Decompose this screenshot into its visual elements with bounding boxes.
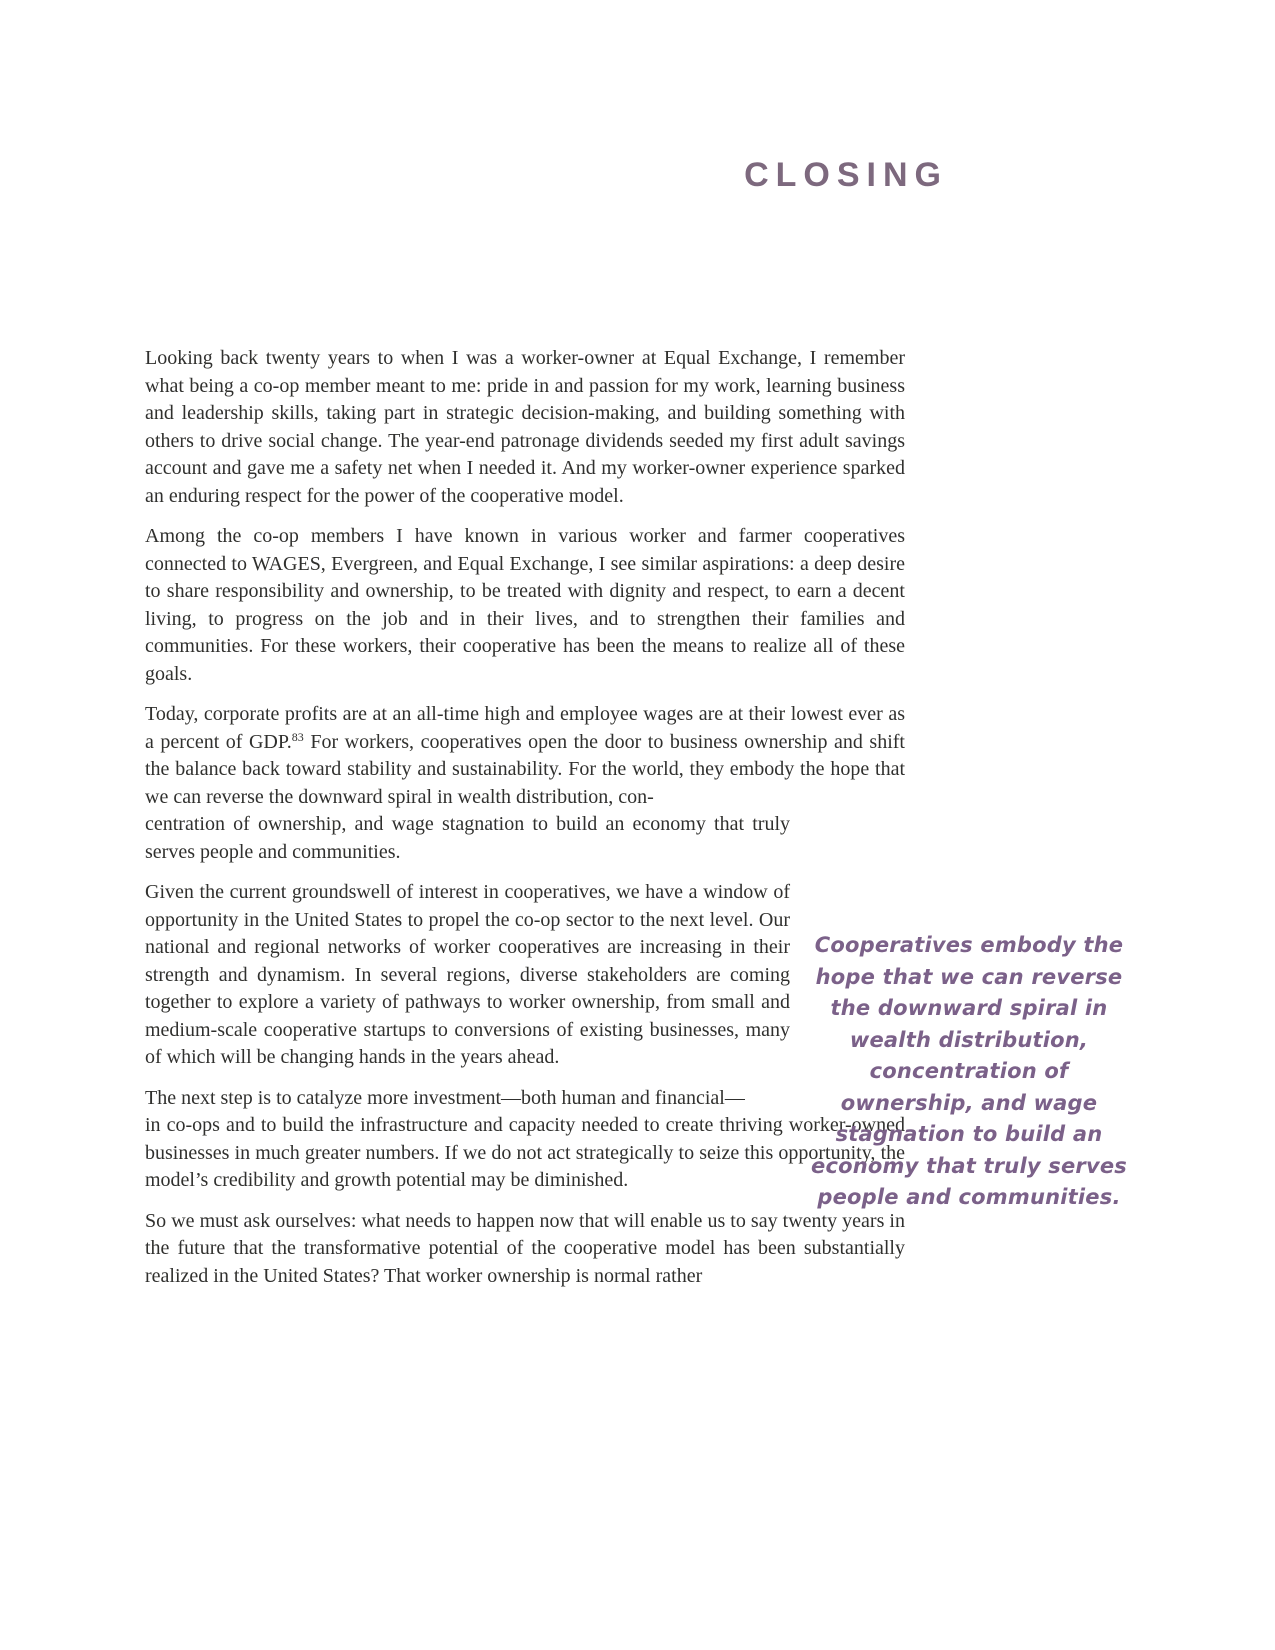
- paragraph-3-wide-part: [145, 701, 905, 811]
- body-text-column: [145, 345, 905, 1303]
- pull-quote: Cooperatives embody the hope that we can reverse the downward spiral in wealth distribution, concentration of ownership, and wage stagnation to build an economy that truly serves people and communities.: [811, 933, 1127, 1209]
- paragraph-3-text-continue: For workers, cooperatives open the door to business ownership and shift the balance back toward stability and sustainability. For the world, they embody the hope that we can reverse the downward spiral in wealth distribution, con-: [145, 730, 905, 808]
- paragraph-6: So we must ask ourselves: what needs to happen now that will enable us to say twenty years in the future that the transformative potential of the cooperative model has been substantially realized in the United States? That worker ownership is normal rather: [145, 1209, 905, 1287]
- paragraph-1: Looking back twenty years to when I was a worker-owner at Equal Exchange, I remember what being a co-op member meant to me: pride in and passion for my work, learning business and leadership skills, taking part in strategic decision-making, and building something with others to drive social change. The year-end patronage dividends seeded my first adult savings account and gave me a safety net when I needed it. And my worker-owner experience sparked an enduring respect for the power of the cooperative model.: [145, 347, 905, 507]
- paragraph-2: Among the co-op members I have known in various worker and farmer cooperatives connected to WAGES, Evergreen, and Equal Exchange, I see similar aspirations: a deep desire to share responsibility and ownership, to be treated with dignity and respect, to earn a decent living, to progress on the job and in their lives, and to strengthen their families and communities. For these workers, their cooperative has been the means to realize all of these goals.: [145, 525, 905, 685]
- paragraph-3-wrapped-part: centration of ownership, and wage stagnation to build an economy that truly serves people and communities.: [145, 813, 790, 863]
- paragraph-5-wrapped-part: The next step is to catalyze more investment—both human and financial—: [145, 1086, 745, 1109]
- paragraph-3-text-start: Today, corporate profits are at an all-time high and employee wages are at their lowest ever as a percent of GDP.: [145, 703, 905, 753]
- chapter-title: CLOSING: [744, 156, 948, 194]
- paragraph-5-wide-part: in co-ops and to build the infrastructure and capacity needed to create thriving worker-owned businesses in much greater numbers. If we do not act strategically to seize this opportunity, the model’s credibility and growth potential may be diminished.: [145, 1114, 905, 1191]
- footnote-reference-83: 83: [291, 729, 304, 744]
- paragraph-4: Given the current groundswell of interest in cooperatives, we have a window of opportunity in the United States to propel the co-op sector to the next level. Our national and regional networks of worker cooperatives are increasing in their strength and dynamism. In several regions, diverse stakeholders are coming together to explore a variety of pathways to worker ownership, from small and medium-scale cooperative startups to conversions of existing businesses, many of which will be changing hands in the years ahead.: [145, 881, 790, 1068]
